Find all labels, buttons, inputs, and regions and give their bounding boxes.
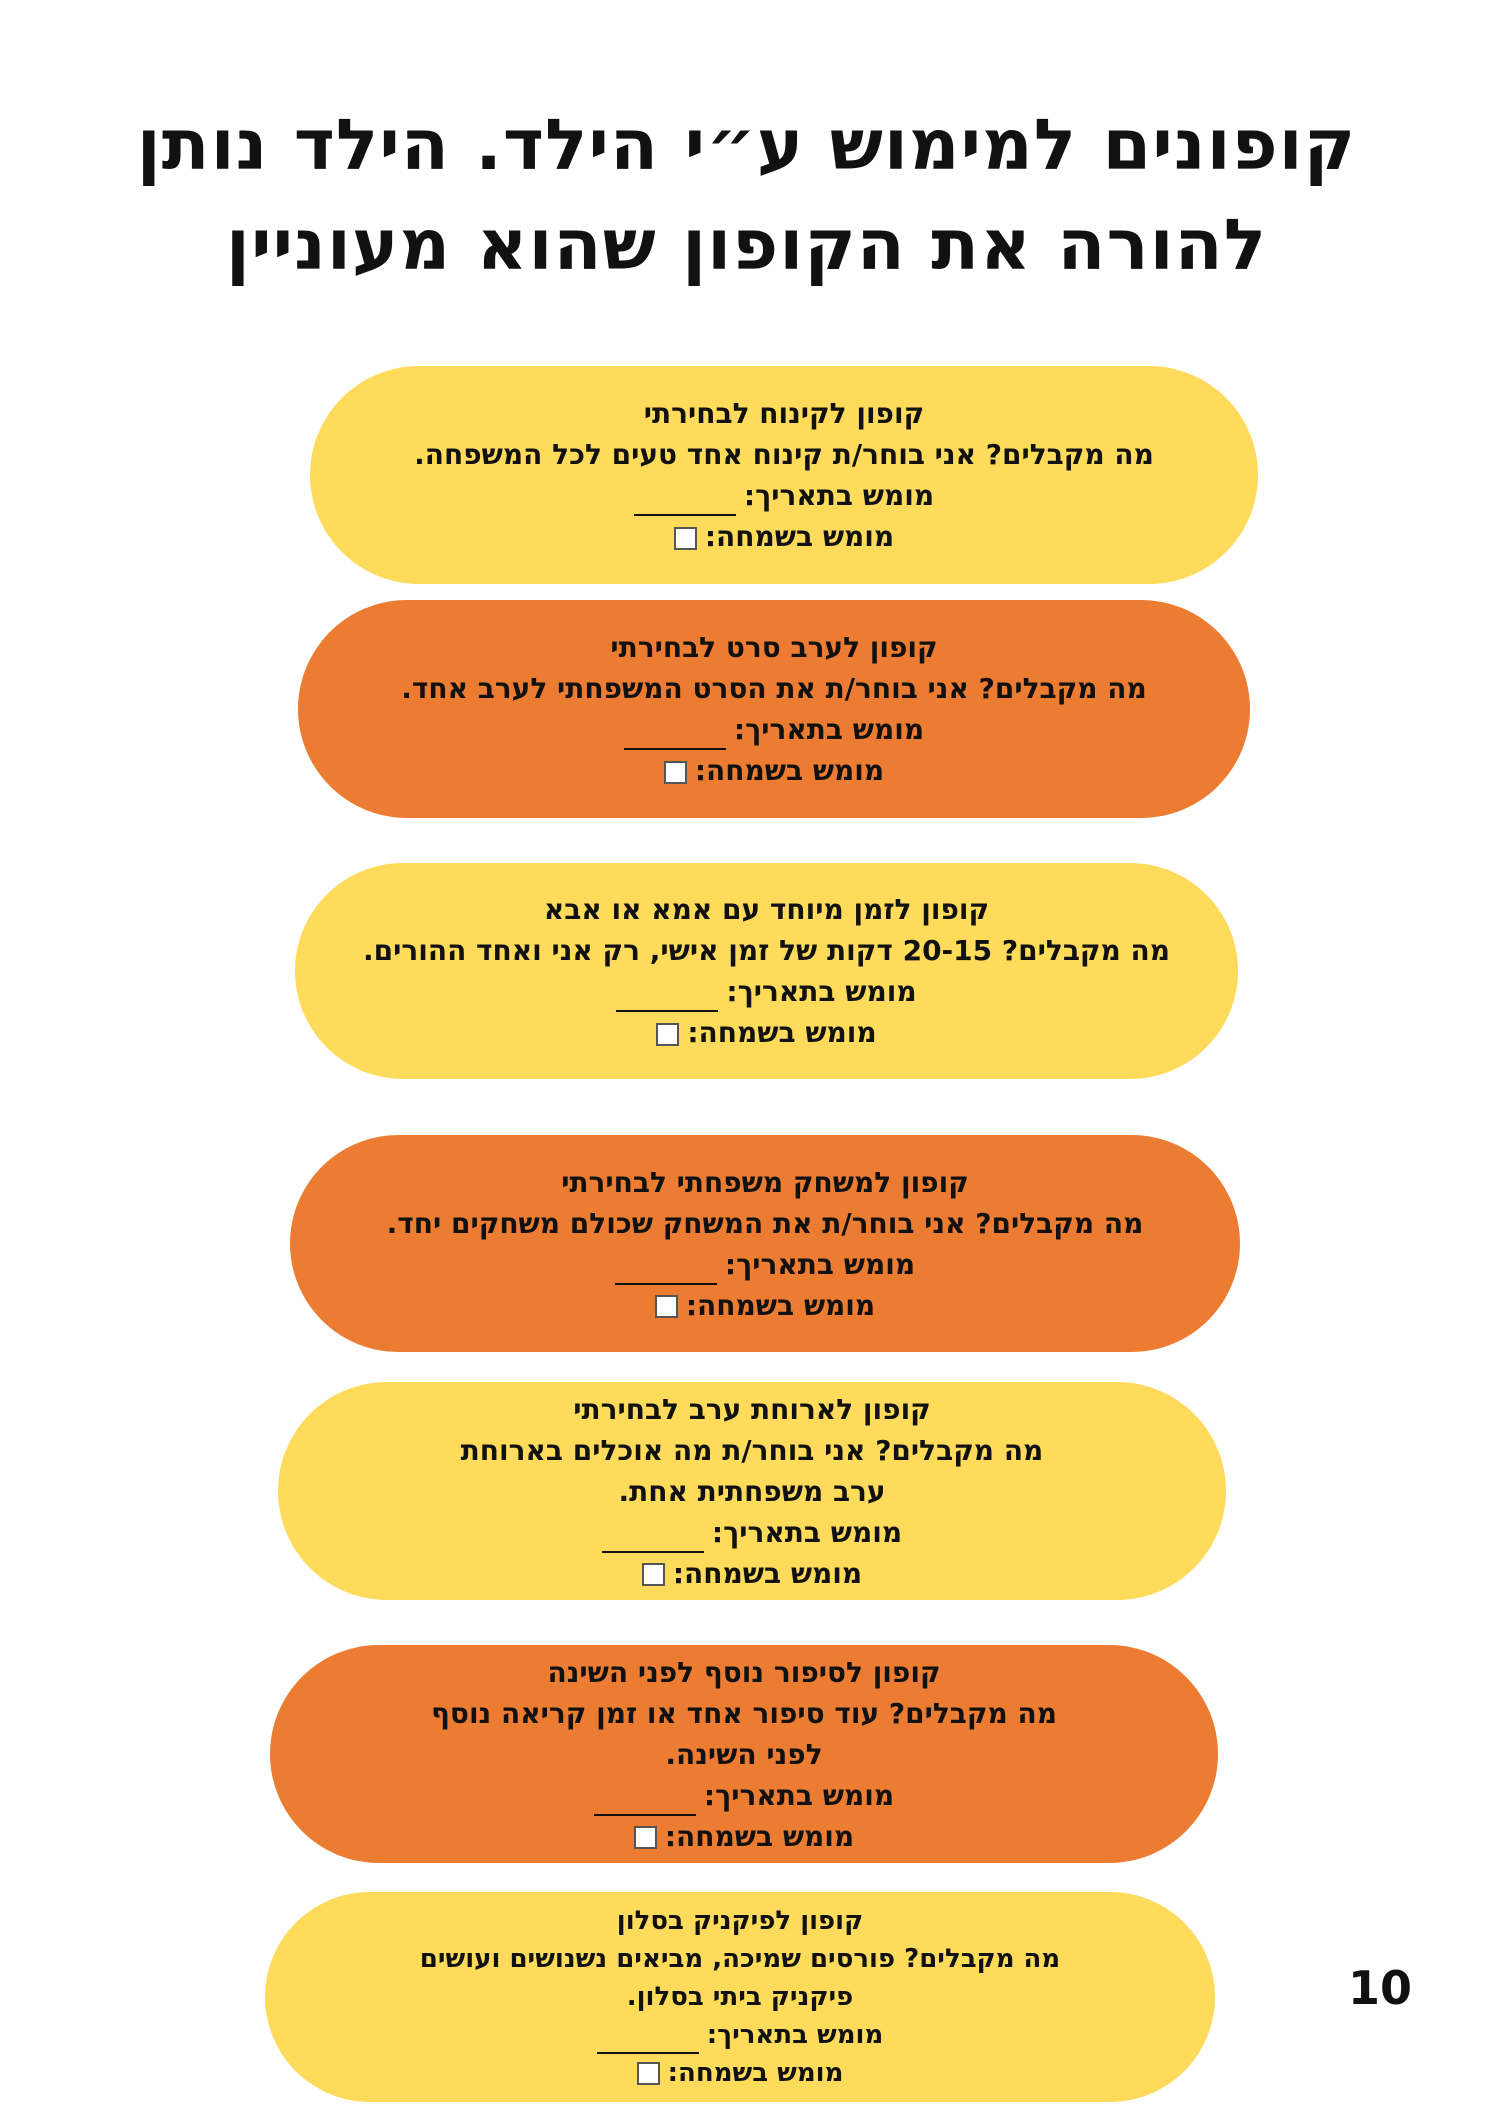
coupon-date-row — [634, 475, 934, 516]
coupon-description: מה מקבלים? 20-15 דקות של זמן אישי, רק אני ואחד ההורים. — [362, 934, 1171, 967]
coupon-joy-row — [656, 1012, 876, 1053]
coupon-joy-label: מומש בשמחה: — [694, 754, 885, 787]
coupon-date-label: מומש בתאריך: — [711, 1515, 903, 1549]
coupon-joy-label: מומש בשמחה: — [704, 520, 895, 553]
coupon-joy-row — [634, 1816, 854, 1857]
coupon-dessert — [310, 366, 1258, 584]
coupon-date-row — [594, 1775, 894, 1816]
coupon-description: מה מקבלים? פורסים שמיכה, מביאים נשנושים ועושים פיקניק ביתי בסלון. — [419, 1944, 1061, 2012]
coupon-joy-label: מומש בשמחה: — [664, 1819, 855, 1853]
coupon-date-row — [616, 971, 916, 1012]
coupon-joy-row — [637, 2054, 844, 2092]
coupon-date-label: מומש בתאריך: — [703, 1778, 895, 1812]
coupon-date-label: מומש בתאריך: — [706, 2020, 884, 2050]
coupon-joy-label: מומש בשמחה: — [685, 1288, 876, 1322]
joy-checkbox[interactable] — [656, 1023, 679, 1046]
page-title-line-2: להורה את הקופון שהוא מעוניין — [225, 204, 1268, 286]
date-blank-line[interactable] — [594, 1788, 696, 1816]
coupon-family-game — [290, 1135, 1240, 1352]
date-blank-line[interactable] — [597, 2026, 699, 2054]
coupon-title: קופון לפיקניק בסלון — [616, 1906, 864, 1936]
coupon-date-row — [615, 1244, 915, 1285]
coupon-special-time — [295, 863, 1238, 1079]
coupon-joy-label: מומש בשמחה: — [687, 1016, 877, 1049]
joy-checkbox[interactable] — [664, 761, 687, 784]
date-blank-line[interactable] — [634, 488, 736, 516]
date-blank-line[interactable] — [615, 1257, 717, 1285]
coupon-description: מה מקבלים? אני בוחר/ת מה אוכלים בארוחת ערב משפחתית אחת. — [460, 1433, 1044, 1508]
date-blank-line[interactable] — [602, 1525, 704, 1553]
coupon-description: מה מקבלים? אני בוחר/ת את המשחק שכולם משחקים יחד. — [386, 1206, 1144, 1240]
joy-checkbox[interactable] — [674, 527, 697, 550]
coupon-title: קופון למשחק משפחתי לבחירתי — [561, 1165, 969, 1199]
coupon-description: מה מקבלים? אני בוחר/ת קינוח אחד טעים לכל המשפחה. — [414, 438, 1154, 471]
coupon-date-label: מומש בתאריך: — [733, 713, 925, 746]
coupon-date-label: מומש בתאריך: — [726, 975, 917, 1008]
coupon-date-label: מומש בתאריך: — [724, 1247, 916, 1281]
coupon-date-row — [602, 1512, 902, 1553]
coupon-joy-row — [664, 750, 884, 791]
coupon-joy-row — [642, 1553, 862, 1594]
coupon-title: קופון לערב סרט לבחירתי — [610, 631, 938, 664]
coupon-date-label: מומש בתאריך: — [743, 479, 935, 512]
coupon-bedtime-story — [270, 1645, 1218, 1863]
page-number: 10 — [1348, 1961, 1413, 2015]
joy-checkbox[interactable] — [655, 1295, 678, 1318]
page-title — [120, 95, 1373, 295]
coupon-title: קופון לסיפור נוסף לפני השינה — [547, 1655, 941, 1689]
coupon-title: קופון לקינוח לבחירתי — [643, 397, 925, 430]
coupon-joy-label: מומש בשמחה: — [667, 2058, 844, 2088]
date-blank-line[interactable] — [624, 722, 726, 750]
coupon-description: מה מקבלים? עוד סיפור אחד או זמן קריאה נוסף לפני השינה. — [431, 1696, 1057, 1771]
coupon-joy-row — [655, 1285, 875, 1326]
coupon-title: קופון לארוחת ערב לבחירתי — [573, 1392, 931, 1426]
coupon-date-row — [624, 709, 924, 750]
date-blank-line[interactable] — [616, 984, 718, 1012]
coupon-movie-night — [298, 600, 1250, 818]
joy-checkbox[interactable] — [637, 2062, 660, 2085]
coupon-joy-label: מומש בשמחה: — [672, 1556, 863, 1590]
coupon-date-row — [597, 2016, 884, 2054]
coupon-title: קופון לזמן מיוחד עם אמא או אבא — [543, 893, 990, 926]
page-title-line-1: קופונים למימוש ע״י הילד. הילד נותן — [136, 104, 1357, 186]
joy-checkbox[interactable] — [634, 1826, 657, 1849]
coupon-living-room-picnic — [265, 1892, 1215, 2102]
joy-checkbox[interactable] — [642, 1563, 665, 1586]
coupon-description: מה מקבלים? אני בוחר/ת את הסרט המשפחתי לערב אחד. — [401, 672, 1147, 705]
coupon-joy-row — [674, 516, 894, 557]
coupon-dinner — [278, 1382, 1226, 1600]
